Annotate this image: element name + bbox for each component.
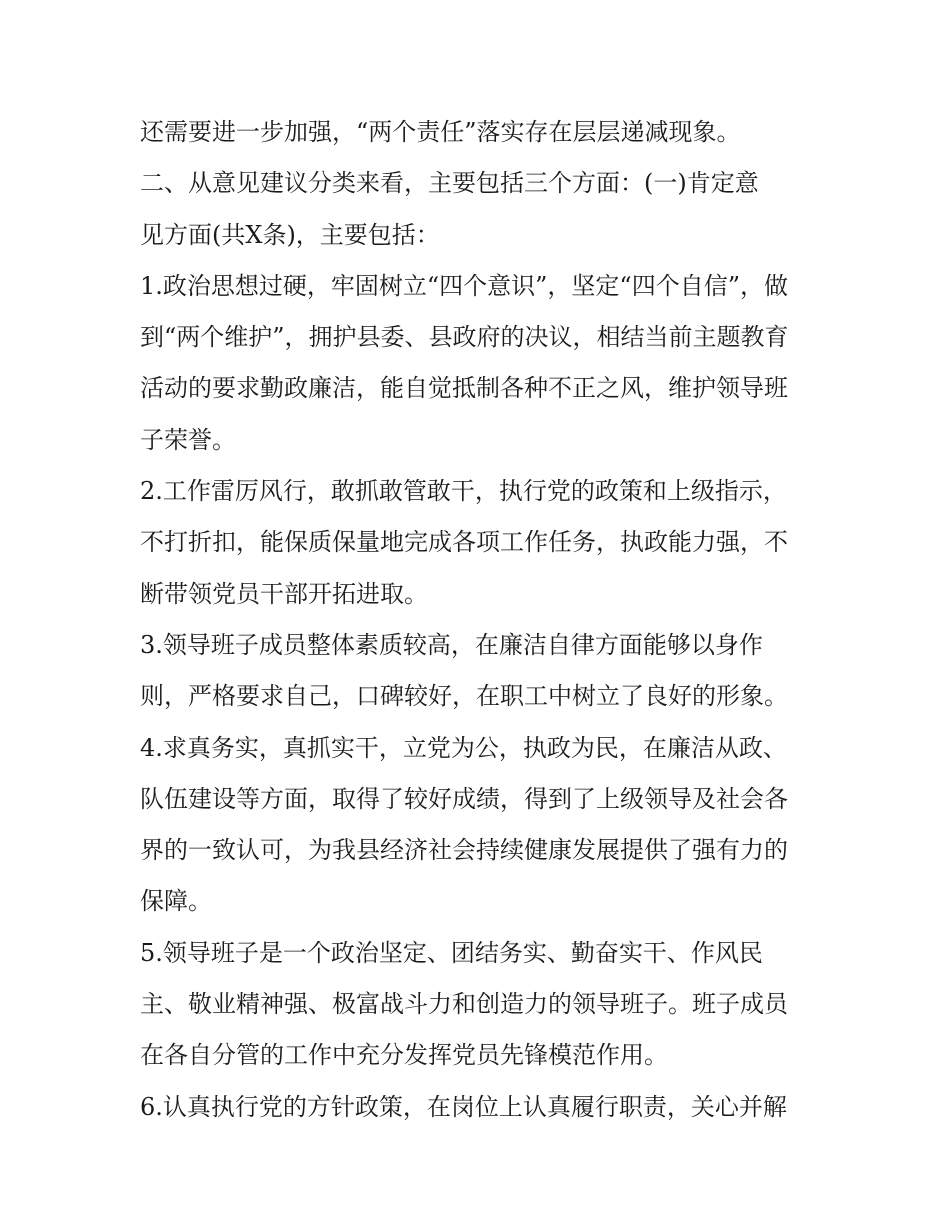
text-line: 5.领导班子是一个政治坚定、团结务实、勤奋实干、作风民 [140,938,763,967]
text-line: 3.领导班子成员整体素质较高，在廉洁自律方面能够以身作 [140,630,763,659]
text-line: 界的一致认可，为我县经济社会持续健康发展提供了强有力的 [140,836,788,865]
text-line: 不打折扣，能保质保量地完成各项工作任务，执政能力强，不 [140,528,788,557]
text-line: 到“两个维护”，拥护县委、县政府的决议，相结当前主题教育 [140,323,789,352]
text-line: 2.工作雷厉风行，敢抓敢管敢干，执行党的政策和上级指示， [140,477,787,506]
text-line: 6.认真执行党的方针政策，在岗位上认真履行职责，关心并解 [140,1092,787,1121]
text-line: 队伍建设等方面，取得了较好成绩，得到了上级领导及社会各 [140,784,788,813]
text-line: 断带领党员干部开拓进取。 [140,579,428,608]
text-line: 主、敬业精神强、极富战斗力和创造力的领导班子。班子成员 [140,990,788,1019]
text-line: 在各自分管的工作中充分发挥党员先锋模范作用。 [140,1041,668,1070]
text-line: 见方面(共X条)，主要包括： [140,220,440,249]
text-line: 二、从意见建议分类来看，主要包括三个方面：(一)肯定意 [140,169,759,198]
text-line: 4.求真务实，真抓实干，立党为公，执政为民，在廉洁从政、 [140,733,787,762]
document-body [140,107,820,1133]
text-line: 子荣誉。 [140,425,236,454]
text-line: 1.政治思想过硬，牢固树立“四个意识”，坚定“四个自信”，做 [140,271,788,300]
text-line: 则，严格要求自己，口碑较好，在职工中树立了良好的形象。 [140,682,788,711]
text-line: 保障。 [140,887,212,916]
text-line: 还需要进一步加强，“两个责任”落实存在层层递减现象。 [140,118,741,146]
text-line: 活动的要求勤政廉洁，能自觉抵制各种不正之风，维护领导班 [140,374,788,403]
